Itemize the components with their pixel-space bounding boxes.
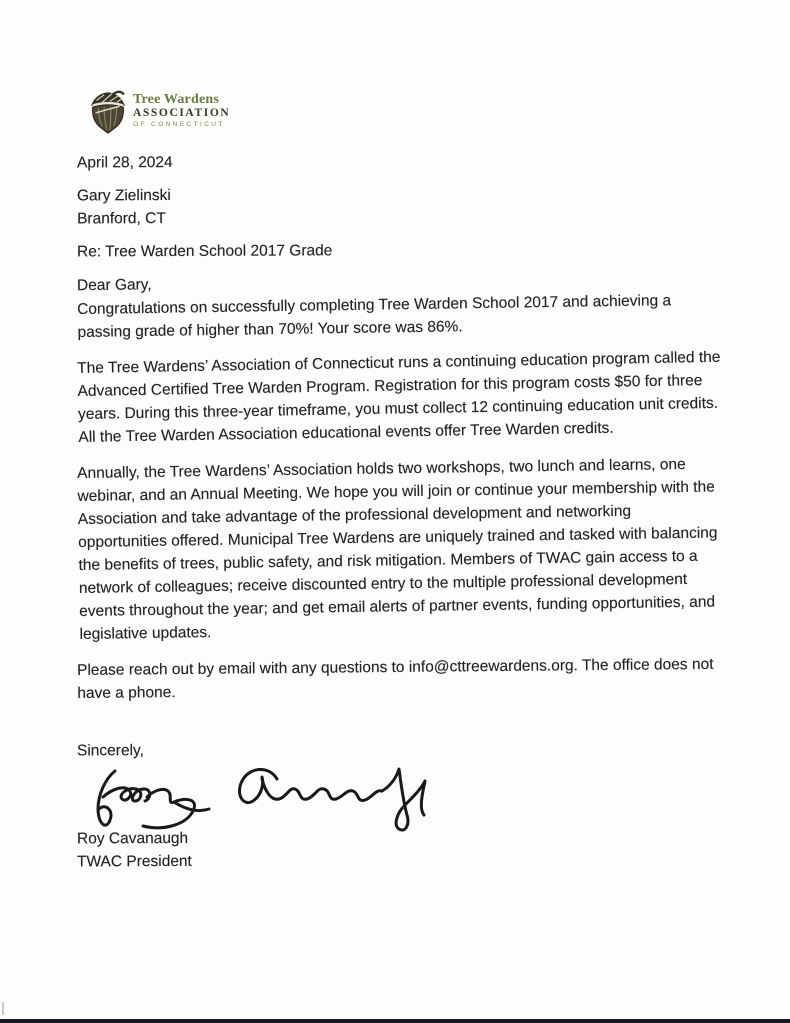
signer-title: TWAC President [76,852,192,871]
paragraph-membership: Annually, the Tree Wardens’ Association holds two workshops, two lunch and learns, one webinar, and an Annual Meeting. We hope you will join or continue your membership with the Association and take advantage of the professional development and networking opportunities offered. Municipal Tree Wardens are uniquely trained and tasked with balancing the benefits of trees, public safety, and risk mitigation. Members of TWAC gain access to a network of colleagues; receive discounted entry to the multiple professional development events throughout the year; and get email alerts of partner events, funding opportunities, and legislative updates. [77,455,718,643]
subject-line: Re: Tree Warden School 2017 Grade [76,242,333,261]
organization-logo [85,88,723,134]
letter-date: April 28, 2024 [76,153,173,172]
letter-content [77,88,723,873]
acorn-logo-icon [85,88,131,134]
logo-association-label: ASSOCIATION [133,107,231,119]
paragraph-congratulations: Congratulations on successfully completing Tree Warden School 2017 and achieving a passing grade of higher than 70%! Your score was 86%. [77,292,672,341]
signer-name: Roy Cavanaugh [76,829,189,848]
closing-word: Sincerely, [76,742,144,760]
recipient-location: Branford, CT [77,210,166,228]
logo-org-name: Tree Wardens [133,92,220,107]
signature-area [77,763,723,827]
recipient-block [77,182,723,231]
paragraph-contact: Please reach out by email with any questions to info@cttreewardens.org. The office does not have a phone. [77,655,714,702]
recipient-name: Gary Zielinski [76,186,171,205]
logo-wordmark [133,88,230,129]
salutation: Dear Gary, [76,276,152,295]
scan-edge-artifact [2,1002,4,1015]
paragraph-program-info: The Tree Wardens’ Association of Connecticut runs a continuing education program called the Advanced Certified Tree Warden Program. Registration for this program costs $50 for three years. During this three-year timeframe, you must collect 12 continuing education unit credits. All the Tree Warden Association educational events offer Tree Warden credits. [77,348,721,446]
logo-state-label: OF CONNECTICUT [133,121,225,128]
scan-bottom-edge [0,1019,790,1023]
